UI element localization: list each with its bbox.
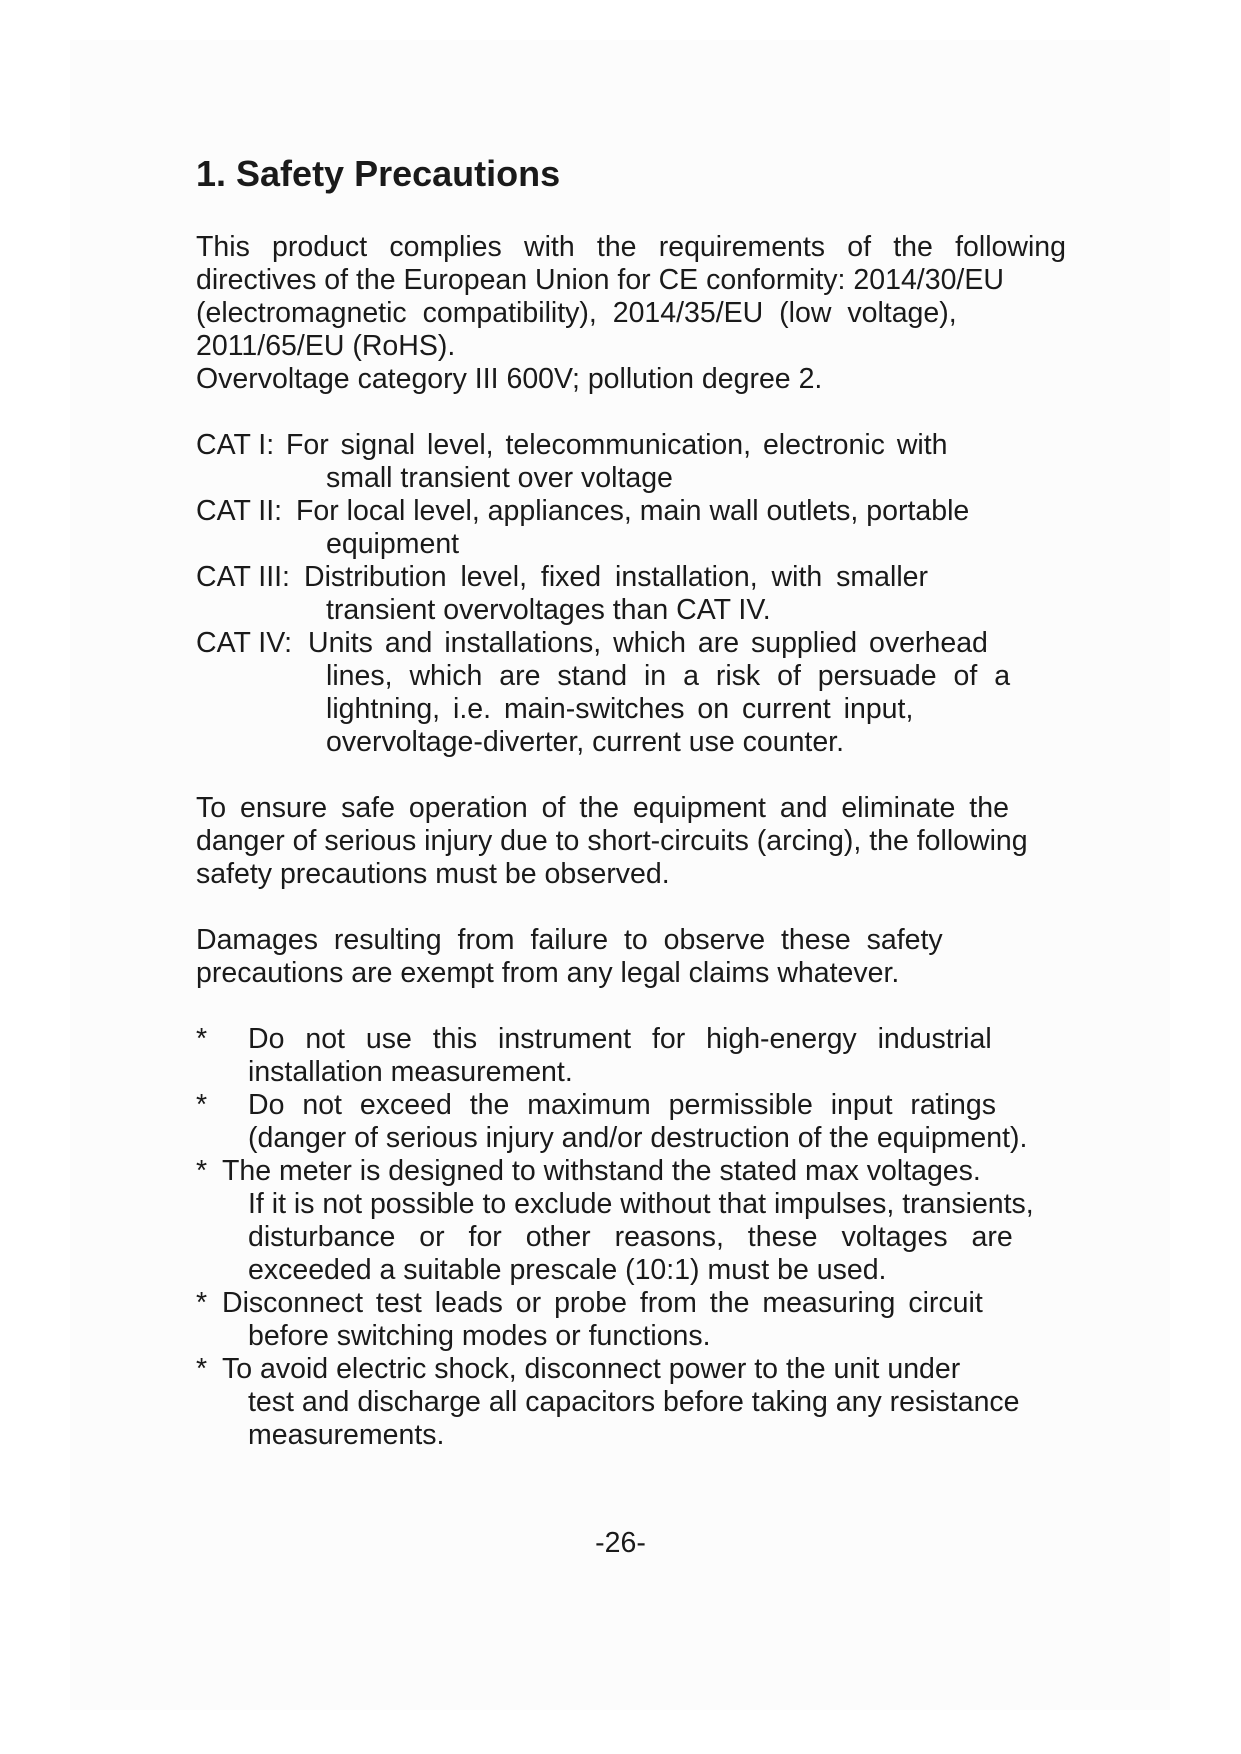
category-text: Units and installations, which are supplied overhead: [308, 627, 988, 660]
precaution-text: before switching modes or functions.: [248, 1320, 711, 1353]
precaution-item: [196, 1155, 1066, 1287]
category-text: For local level, appliances, main wall outlets, portable: [296, 495, 970, 528]
category-label: CAT III:: [196, 561, 290, 594]
category-label: CAT II:: [196, 495, 283, 528]
damages-line: Damages resulting from failure to observe these safety: [196, 924, 943, 957]
bullet-marker: *: [196, 1089, 208, 1122]
safe-operation-paragraph: [196, 792, 1066, 891]
category-item: [196, 429, 1066, 495]
precaution-text: disturbance or for other reasons, these voltages are: [248, 1221, 1013, 1254]
precaution-text: To avoid electric shock, disconnect power to the unit under: [222, 1353, 961, 1386]
category-text: Distribution level, fixed installation, with smaller: [304, 561, 928, 594]
category-text: For signal level, telecommunication, electronic with: [286, 429, 948, 462]
bullet-marker: *: [196, 1023, 208, 1056]
safe-operation-line: danger of serious injury due to short-circuits (arcing), the following: [196, 825, 1028, 858]
precaution-text: The meter is designed to withstand the stated max voltages.: [222, 1155, 981, 1188]
intro-line: Overvoltage category III 600V; pollution degree 2.: [196, 363, 823, 396]
intro-line: 2011/65/EU (RoHS).: [196, 330, 456, 363]
damages-paragraph: [196, 924, 1066, 990]
precaution-text: Do not exceed the maximum permissible input ratings: [248, 1089, 996, 1122]
precaution-text: If it is not possible to exclude without that impulses, transients,: [248, 1188, 1034, 1221]
category-text: transient overvoltages than CAT IV.: [326, 594, 771, 627]
intro-line: (electromagnetic compatibility), 2014/35/EU (low voltage),: [196, 297, 957, 330]
document-content: [196, 152, 1066, 1452]
precaution-text: Do not use this instrument for high-energy industrial: [248, 1023, 992, 1056]
category-text: lightning, i.e. main-switches on current input,: [326, 693, 914, 726]
safe-operation-line: safety precautions must be observed.: [196, 858, 670, 891]
category-text: equipment: [326, 528, 460, 561]
category-text: lines, which are stand in a risk of persuade of a: [326, 660, 1011, 693]
damages-line: precautions are exempt from any legal claims whatever.: [196, 957, 900, 990]
intro-line: This product complies with the requirements of the following: [196, 231, 1066, 264]
category-label: CAT IV:: [196, 627, 293, 660]
page-number: -26-: [595, 1527, 646, 1559]
precaution-text: test and discharge all capacitors before taking any resistance: [248, 1386, 1020, 1419]
precaution-item: [196, 1023, 1066, 1089]
precaution-text: (danger of serious injury and/or destruction of the equipment).: [248, 1122, 1028, 1155]
precaution-list: [196, 1023, 1066, 1452]
precaution-item: [196, 1353, 1066, 1452]
category-label: CAT I:: [196, 429, 275, 462]
category-item: [196, 627, 1066, 759]
category-item: [196, 561, 1066, 627]
precaution-item: [196, 1089, 1066, 1155]
bullet-marker: *: [196, 1353, 208, 1386]
precaution-text: installation measurement.: [248, 1056, 573, 1089]
section-heading: 1. Safety Precautions: [196, 153, 561, 194]
safe-operation-line: To ensure safe operation of the equipment and eliminate the: [196, 792, 1009, 825]
category-list: [196, 429, 1066, 759]
category-text: overvoltage-diverter, current use counter.: [326, 726, 845, 759]
category-item: [196, 495, 1066, 561]
category-text: small transient over voltage: [326, 462, 673, 495]
intro-paragraph: [196, 231, 1066, 396]
precaution-text: exceeded a suitable prescale (10:1) must be used.: [248, 1254, 887, 1287]
intro-line: directives of the European Union for CE conformity: 2014/30/EU: [196, 264, 1004, 297]
bullet-marker: *: [196, 1155, 208, 1188]
precaution-text: measurements.: [248, 1419, 445, 1452]
bullet-marker: *: [196, 1287, 208, 1320]
precaution-item: [196, 1287, 1066, 1353]
precaution-text: Disconnect test leads or probe from the measuring circuit: [222, 1287, 983, 1320]
